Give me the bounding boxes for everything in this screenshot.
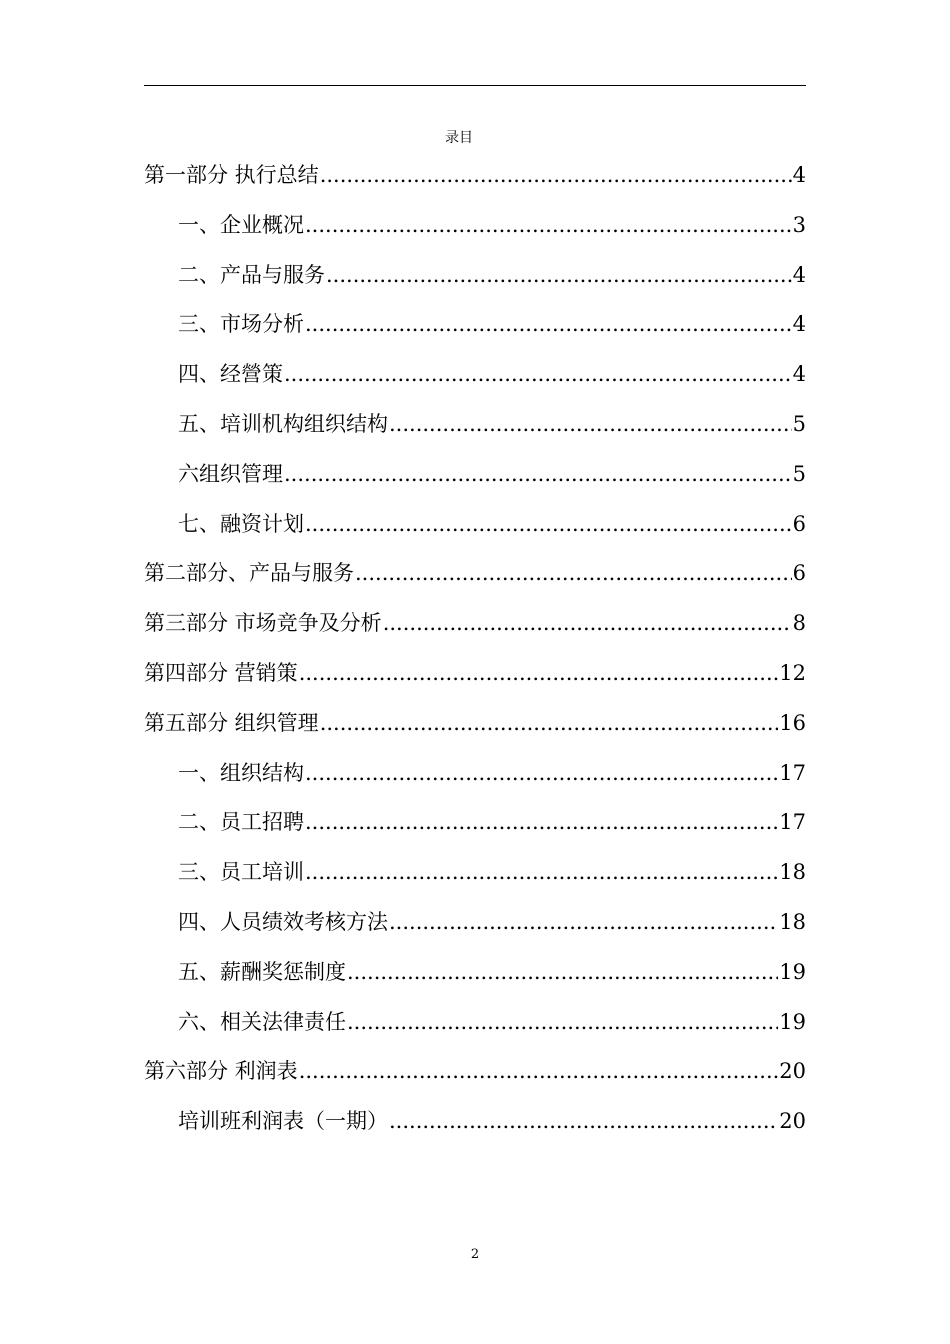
toc-entry[interactable] — [144, 556, 806, 606]
toc-entry[interactable] — [144, 656, 806, 706]
toc-entry-page: 6 — [792, 511, 806, 536]
toc-leader-dots — [299, 656, 779, 690]
toc-leader-dots — [305, 756, 778, 790]
toc-entry-label: 三、市场分析 — [178, 312, 304, 337]
toc-entry-page: 8 — [792, 611, 806, 636]
toc-entry[interactable] — [144, 507, 806, 557]
toc-entry-label: 第五部分 组织管理 — [144, 710, 319, 735]
toc-leader-dots — [305, 307, 792, 341]
toc-leader-dots — [320, 706, 779, 740]
toc-entry[interactable] — [144, 905, 806, 955]
toc-entry[interactable] — [144, 706, 806, 756]
toc-entry[interactable] — [144, 307, 806, 357]
toc-entry[interactable] — [144, 805, 806, 855]
toc-entry[interactable] — [144, 407, 806, 457]
toc-entry-label: 第一部分 执行总结 — [144, 163, 319, 187]
toc-leader-dots — [299, 1054, 779, 1088]
toc-leader-dots — [389, 1104, 778, 1138]
toc-leader-dots — [383, 606, 792, 640]
toc-entry-page: 4 — [792, 262, 806, 287]
toc-entry-label: 二、员工招聘 — [178, 810, 304, 835]
toc-entry-page: 5 — [792, 461, 806, 486]
toc-entry-label: 四、人员绩效考核方法 — [178, 909, 388, 934]
toc-leader-dots — [284, 457, 792, 491]
toc-entry[interactable] — [144, 1005, 806, 1055]
toc-entry[interactable] — [144, 756, 806, 806]
toc-entry-label: 五、培训机构组织结构 — [178, 411, 388, 436]
toc-entry-label: 培训班利润表（一期） — [178, 1109, 388, 1134]
toc-entry-page: 18 — [779, 909, 806, 934]
toc-entry[interactable] — [144, 158, 806, 208]
toc-entry[interactable] — [144, 1054, 806, 1104]
toc-entry-page: 6 — [792, 561, 806, 586]
toc-entry[interactable] — [144, 855, 806, 905]
toc-leader-dots — [305, 507, 792, 541]
toc-entry[interactable] — [144, 606, 806, 656]
toc-entry-page: 17 — [779, 760, 806, 785]
toc-entry-page: 4 — [792, 362, 806, 387]
toc-entry[interactable] — [144, 457, 806, 507]
toc-leader-dots — [389, 407, 792, 441]
toc-entry-label: 第三部分 市场竞争及分析 — [144, 611, 382, 636]
toc-entry-label: 第二部分、产品与服务 — [144, 561, 354, 586]
toc-leader-dots — [320, 158, 792, 192]
toc-entry[interactable] — [144, 258, 806, 308]
toc-entry-page: 12 — [779, 660, 806, 685]
toc-entry-label: 五、薪酬奖惩制度 — [178, 959, 346, 984]
header-rule — [144, 85, 806, 86]
toc-title: 录目 — [445, 130, 473, 146]
toc-entry-page: 4 — [792, 312, 806, 337]
toc-leader-dots — [347, 1005, 778, 1039]
toc-leader-dots — [305, 855, 778, 889]
toc-entry-label: 第六部分 利润表 — [144, 1059, 298, 1084]
toc-leader-dots — [347, 955, 778, 989]
toc-entry-label: 七、融资计划 — [178, 511, 304, 536]
toc-entry-label: 六、相关法律责任 — [178, 1009, 346, 1034]
toc-entry-page: 19 — [779, 959, 806, 984]
toc-leader-dots — [305, 208, 792, 242]
toc-entry-label: 一、企业概况 — [178, 212, 304, 237]
toc-entry-label: 六组织管理 — [178, 461, 283, 486]
toc-entry-page: 20 — [779, 1059, 806, 1084]
toc-entry-page: 17 — [779, 810, 806, 835]
toc-entry-label: 三、员工培训 — [178, 860, 304, 885]
toc-leader-dots — [305, 805, 778, 839]
toc-entry-page: 20 — [779, 1109, 806, 1134]
toc-entry-label: 二、产品与服务 — [178, 262, 325, 287]
toc-entry[interactable] — [144, 1104, 806, 1154]
toc-entry-label: 一、组织结构 — [178, 760, 304, 785]
toc-entry[interactable] — [144, 208, 806, 258]
toc-entry-page: 4 — [792, 163, 806, 187]
toc-leader-dots — [284, 357, 792, 391]
toc-leader-dots — [389, 905, 778, 939]
toc-entry-label: 第四部分 营销策 — [144, 660, 298, 685]
toc-entry-page: 3 — [792, 212, 806, 237]
toc-leader-dots — [326, 258, 792, 292]
toc-entry-page: 16 — [779, 710, 806, 735]
toc-entry[interactable] — [144, 357, 806, 407]
toc-leader-dots — [355, 556, 792, 590]
toc-entry-label: 四、经營策 — [178, 362, 283, 387]
page-number: 2 — [470, 1247, 480, 1262]
toc-entry-page: 19 — [779, 1009, 806, 1034]
toc-entry-page: 5 — [792, 411, 806, 436]
toc-entry-page: 18 — [779, 860, 806, 885]
toc-entry[interactable] — [144, 955, 806, 1005]
table-of-contents — [144, 158, 806, 1154]
